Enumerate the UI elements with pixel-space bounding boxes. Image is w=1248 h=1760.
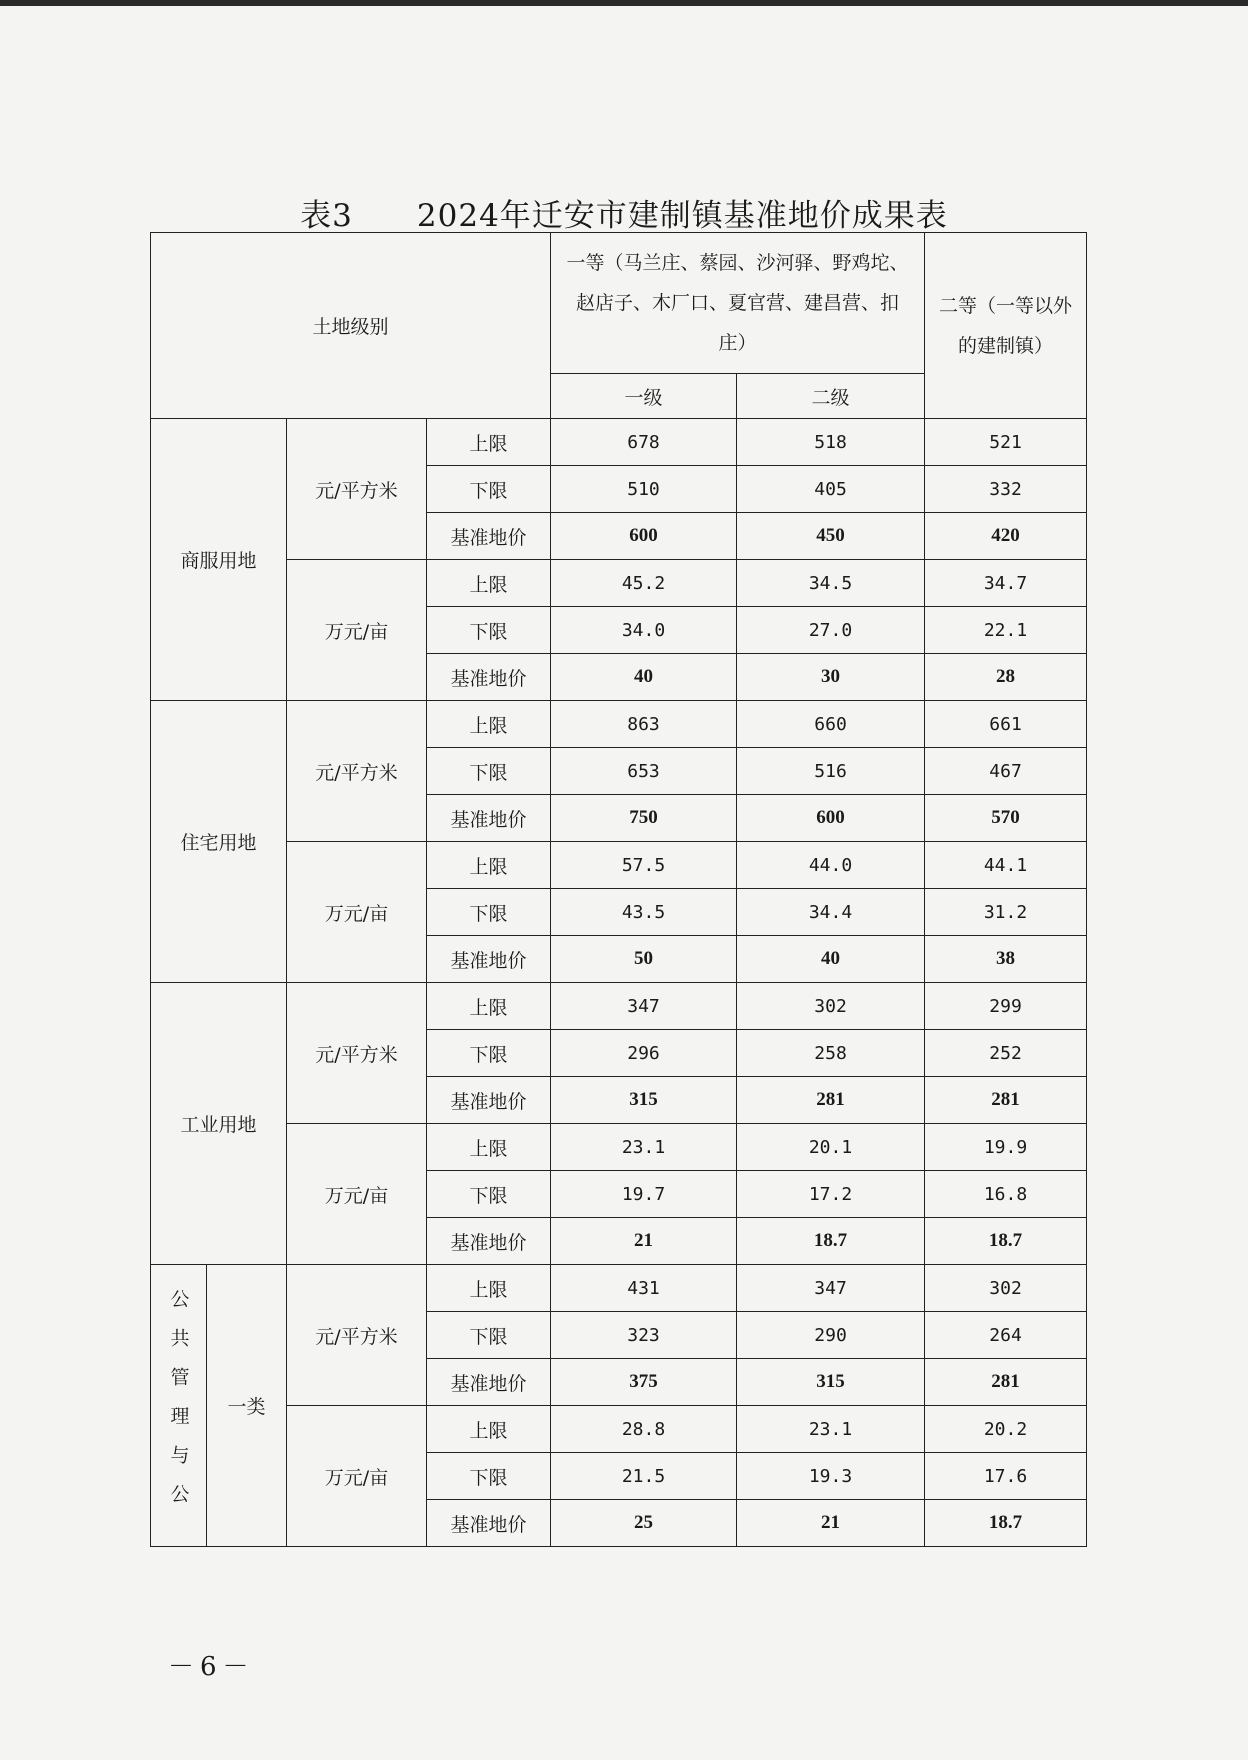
price-cell: 21.5 (551, 1453, 737, 1500)
price-cell: 661 (925, 701, 1087, 748)
price-cell: 16.8 (925, 1171, 1087, 1218)
price-cell: 264 (925, 1312, 1087, 1359)
price-cell: 43.5 (551, 889, 737, 936)
price-cell: 34.5 (737, 560, 925, 607)
price-cell: 521 (925, 419, 1087, 466)
land-use-subclass: 一类 (207, 1265, 287, 1547)
land-use-category: 工业用地 (151, 983, 287, 1265)
unit-label: 万元/亩 (287, 1124, 427, 1265)
row-label-upper: 上限 (427, 1124, 551, 1171)
price-cell: 296 (551, 1030, 737, 1077)
price-cell: 347 (551, 983, 737, 1030)
price-cell: 375 (551, 1359, 737, 1406)
header-row-1 (151, 233, 1087, 374)
price-cell: 750 (551, 795, 737, 842)
price-cell: 299 (925, 983, 1087, 1030)
row-label-lower: 下限 (427, 1312, 551, 1359)
row-label-base: 基准地价 (427, 936, 551, 983)
price-cell: 19.7 (551, 1171, 737, 1218)
price-cell: 315 (737, 1359, 925, 1406)
price-cell: 44.0 (737, 842, 925, 889)
price-cell: 34.4 (737, 889, 925, 936)
table-row (151, 842, 1087, 889)
land-use-category: 公共管理与公 (151, 1265, 207, 1547)
row-label-base: 基准地价 (427, 1218, 551, 1265)
price-cell: 22.1 (925, 607, 1087, 654)
price-cell: 600 (551, 513, 737, 560)
price-cell: 258 (737, 1030, 925, 1077)
table-row (151, 419, 1087, 466)
price-cell: 570 (925, 795, 1087, 842)
price-cell: 20.2 (925, 1406, 1087, 1453)
land-price-table (150, 232, 1087, 1547)
price-cell: 863 (551, 701, 737, 748)
table-row (151, 1406, 1087, 1453)
row-label-lower: 下限 (427, 1171, 551, 1218)
unit-label: 元/平方米 (287, 1265, 427, 1406)
price-cell: 27.0 (737, 607, 925, 654)
unit-label: 万元/亩 (287, 1406, 427, 1547)
row-label-upper: 上限 (427, 1406, 551, 1453)
price-cell: 34.0 (551, 607, 737, 654)
price-cell: 516 (737, 748, 925, 795)
price-cell: 281 (925, 1359, 1087, 1406)
price-cell: 17.6 (925, 1453, 1087, 1500)
row-label-base: 基准地价 (427, 654, 551, 701)
header-tier-1: 一等（马兰庄、蔡园、沙河驿、野鸡坨、赵店子、木厂口、夏官营、建昌营、扣庄） (551, 233, 925, 374)
price-cell: 50 (551, 936, 737, 983)
price-cell: 290 (737, 1312, 925, 1359)
price-cell: 302 (737, 983, 925, 1030)
price-cell: 44.1 (925, 842, 1087, 889)
price-cell: 281 (925, 1077, 1087, 1124)
price-cell: 40 (737, 936, 925, 983)
row-label-base: 基准地价 (427, 1359, 551, 1406)
land-use-category: 商服用地 (151, 419, 287, 701)
price-cell: 38 (925, 936, 1087, 983)
row-label-lower: 下限 (427, 607, 551, 654)
table-row (151, 983, 1087, 1030)
price-cell: 678 (551, 419, 737, 466)
price-cell: 600 (737, 795, 925, 842)
price-cell: 18.7 (925, 1218, 1087, 1265)
price-cell: 17.2 (737, 1171, 925, 1218)
header-tier-2: 二等（一等以外的建制镇） (925, 233, 1087, 419)
land-use-category: 住宅用地 (151, 701, 287, 983)
row-label-lower: 下限 (427, 889, 551, 936)
price-cell: 18.7 (737, 1218, 925, 1265)
unit-label: 元/平方米 (287, 419, 427, 560)
table-title-text: 2024年迁安市建制镇基准地价成果表 (416, 198, 948, 234)
header-level-2: 二级 (737, 374, 925, 419)
price-cell: 30 (737, 654, 925, 701)
table-number: 表3 (300, 198, 353, 234)
price-cell: 21 (551, 1218, 737, 1265)
header-level-1: 一级 (551, 374, 737, 419)
row-label-upper: 上限 (427, 983, 551, 1030)
table-row (151, 1265, 1087, 1312)
price-cell: 57.5 (551, 842, 737, 889)
price-cell: 323 (551, 1312, 737, 1359)
price-cell: 19.9 (925, 1124, 1087, 1171)
table-row (151, 701, 1087, 748)
unit-label: 元/平方米 (287, 983, 427, 1124)
price-cell: 20.1 (737, 1124, 925, 1171)
header-land-level: 土地级别 (151, 233, 551, 419)
table-row (151, 1124, 1087, 1171)
row-label-lower: 下限 (427, 466, 551, 513)
price-cell: 28 (925, 654, 1087, 701)
row-label-lower: 下限 (427, 748, 551, 795)
row-label-lower: 下限 (427, 1453, 551, 1500)
table-body (151, 233, 1087, 1547)
page-number: －6－ (168, 1652, 255, 1682)
price-cell: 431 (551, 1265, 737, 1312)
price-cell: 21 (737, 1500, 925, 1547)
row-label-lower: 下限 (427, 1030, 551, 1077)
price-cell: 467 (925, 748, 1087, 795)
price-cell: 31.2 (925, 889, 1087, 936)
row-label-upper: 上限 (427, 842, 551, 889)
price-cell: 40 (551, 654, 737, 701)
price-cell: 28.8 (551, 1406, 737, 1453)
unit-label: 万元/亩 (287, 560, 427, 701)
price-cell: 23.1 (551, 1124, 737, 1171)
price-cell: 332 (925, 466, 1087, 513)
price-cell: 252 (925, 1030, 1087, 1077)
price-cell: 45.2 (551, 560, 737, 607)
row-label-base: 基准地价 (427, 795, 551, 842)
table-row (151, 560, 1087, 607)
price-cell: 405 (737, 466, 925, 513)
row-label-upper: 上限 (427, 1265, 551, 1312)
row-label-base: 基准地价 (427, 1077, 551, 1124)
page-top-edge (0, 0, 1248, 6)
price-cell: 19.3 (737, 1453, 925, 1500)
unit-label: 元/平方米 (287, 701, 427, 842)
unit-label: 万元/亩 (287, 842, 427, 983)
price-cell: 347 (737, 1265, 925, 1312)
price-cell: 281 (737, 1077, 925, 1124)
row-label-base: 基准地价 (427, 1500, 551, 1547)
row-label-upper: 上限 (427, 701, 551, 748)
row-label-base: 基准地价 (427, 513, 551, 560)
price-cell: 302 (925, 1265, 1087, 1312)
row-label-upper: 上限 (427, 560, 551, 607)
price-cell: 420 (925, 513, 1087, 560)
price-cell: 23.1 (737, 1406, 925, 1453)
price-cell: 25 (551, 1500, 737, 1547)
price-cell: 510 (551, 466, 737, 513)
price-cell: 315 (551, 1077, 737, 1124)
price-cell: 18.7 (925, 1500, 1087, 1547)
row-label-upper: 上限 (427, 419, 551, 466)
table-title (0, 190, 1248, 235)
price-cell: 518 (737, 419, 925, 466)
price-cell: 660 (737, 701, 925, 748)
price-cell: 34.7 (925, 560, 1087, 607)
price-cell: 450 (737, 513, 925, 560)
price-cell: 653 (551, 748, 737, 795)
